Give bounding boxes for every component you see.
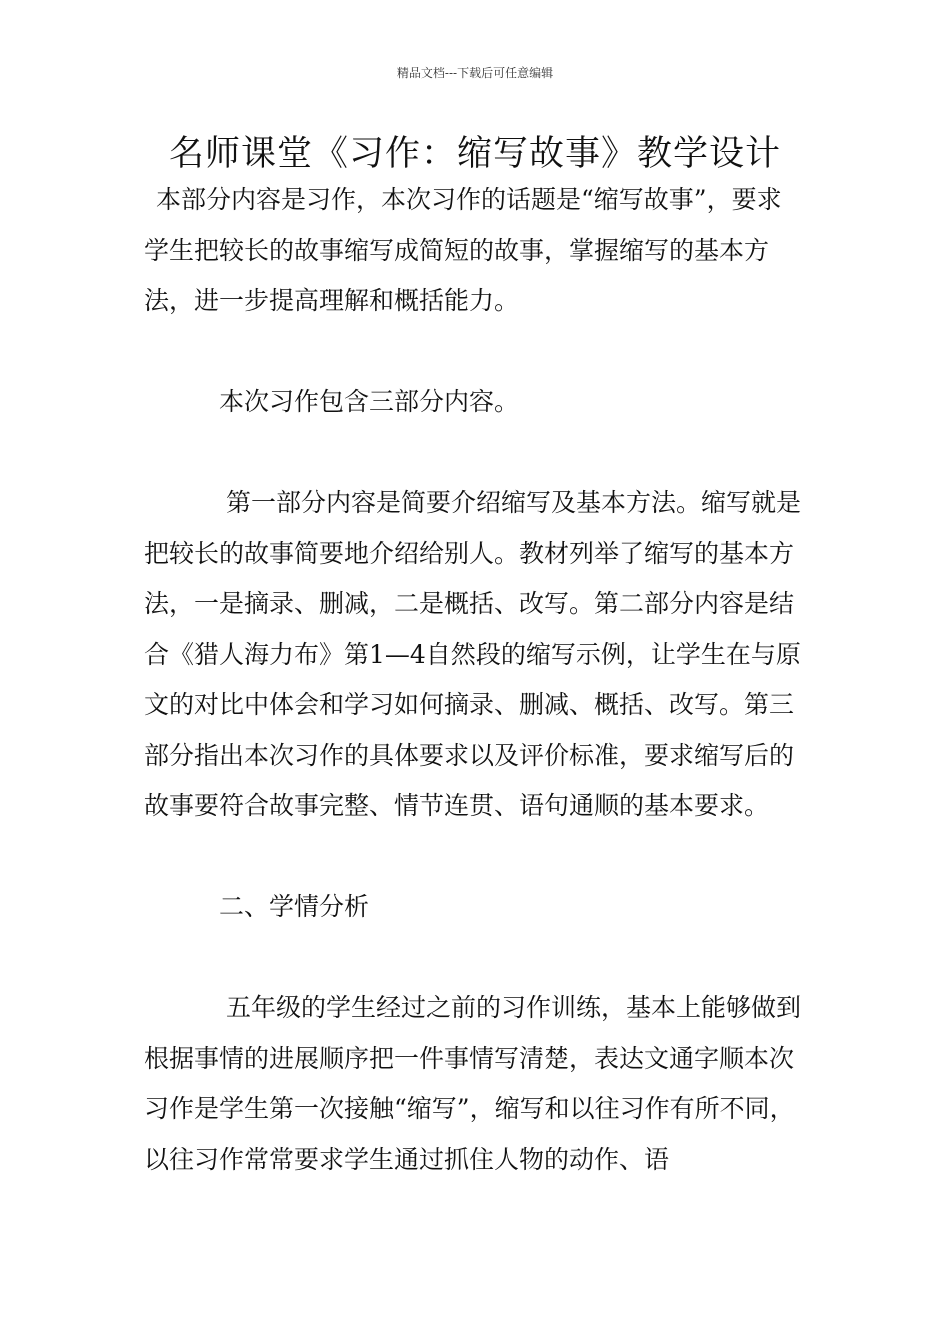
paragraph-gap: [144, 327, 806, 378]
section-heading: 二、学情分析: [219, 892, 370, 921]
paragraph-intro: 本部分内容是习作，本次习作的话题是“缩写故事”，要求学生把较长的故事缩写成简短的故事，掌握缩写的基本方法，进一步提高理解和概括能力。: [144, 185, 782, 315]
document-body: [144, 175, 806, 1185]
document-title: 名师课堂《习作：缩写故事》教学设计: [168, 134, 781, 174]
page-header: 精品文档---下载后可任意编辑: [396, 66, 554, 80]
paragraph-parts-summary: 本次习作包含三部分内容。: [219, 387, 520, 416]
paragraph-gap: [144, 428, 806, 479]
paragraph-gap: [144, 933, 806, 984]
paragraph-parts-detail: 第一部分内容是简要介绍缩写及基本方法。缩写就是把较长的故事简要地介绍给别人。教材列举了缩写的基本方法，一是摘录、删减，二是概括、改写。第二部分内容是结合《猎人海力布》第1—4自然段的缩写示例，让学生在与原文的对比中体会和学习如何摘录、删减、概括、改写。第三部分指出本次习作的具体要求以及评价标准，要求缩写后的故事要符合故事完整、情节连贯、语句通顺的基本要求。: [144, 488, 802, 820]
paragraph-analysis: 五年级的学生经过之前的习作训练，基本上能够做到根据事情的进展顺序把一件事情写清楚，表达文通字顺本次习作是学生第一次接触“缩写”，缩写和以往习作有所不同，以往习作常常要求学生通过抓住人物的动作、语: [144, 993, 802, 1174]
paragraph-gap: [144, 832, 806, 883]
